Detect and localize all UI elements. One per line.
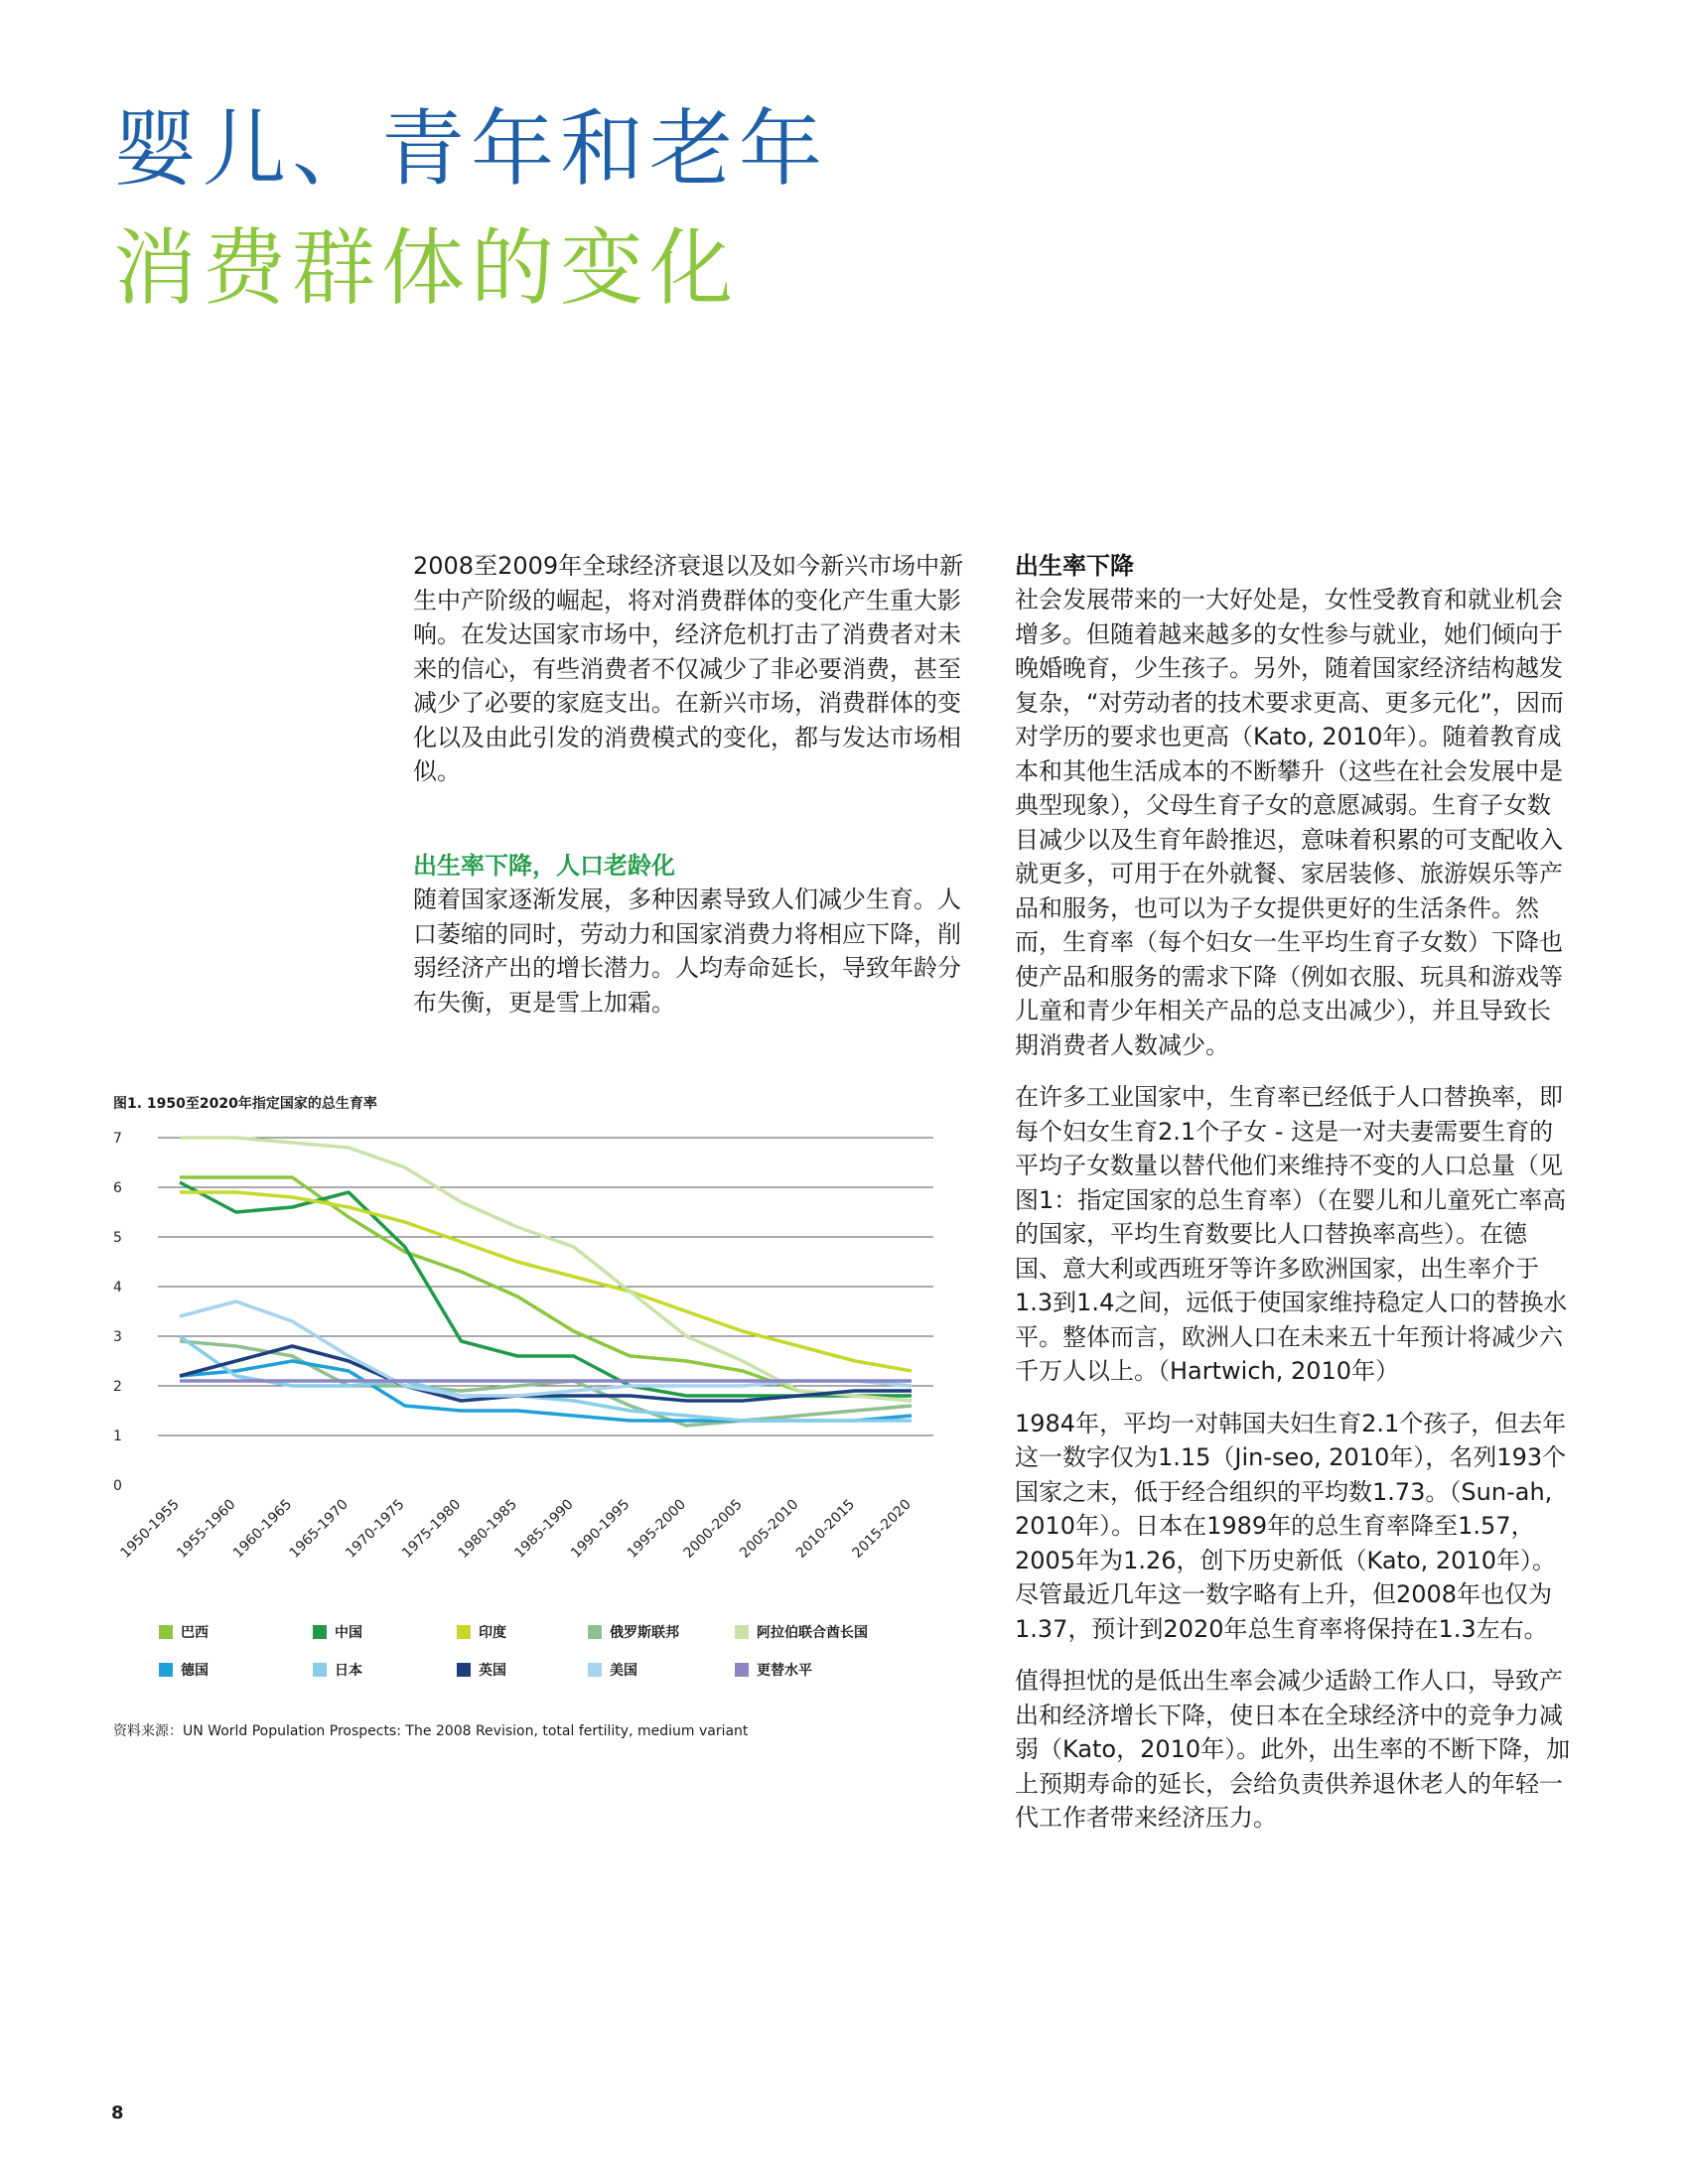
section-aging [413,849,981,1020]
intro-column [413,549,981,807]
legend-swatch [588,1625,602,1639]
legend-item [313,1660,362,1680]
x-tick-label: 1975-1980 [399,1496,465,1562]
x-tick-label: 1970-1975 [343,1496,408,1562]
legend-swatch [313,1663,327,1677]
legend-swatch [159,1625,173,1639]
y-tick-label: 2 [113,1379,122,1395]
figure-title: 图1. 1950至2020年指定国家的总生育率 [113,1096,377,1112]
legend-item [588,1622,679,1642]
legend-label: 美国 [610,1663,637,1679]
y-tick-label: 6 [113,1180,122,1196]
paragraph-4: 值得担忧的是低出生率会减少适龄工作人口，导致产出和经济增长下降，使日本在全球经济中的竞争力减弱（Kato，2010年）。此外，出生率的不断下降，加上预期寿命的延长，会给负责供养退休老人的年轻一代工作者带来经济压力。 [1015,1667,1571,1832]
legend-item [457,1660,506,1680]
legend-swatch [313,1625,327,1639]
x-tick-label: 2000-2005 [680,1496,746,1562]
legend-swatch [735,1625,749,1639]
legend-item [159,1660,209,1680]
paragraph-2: 在许多工业国家中，生育率已经低于人口替换率，即每个妇女生育2.1个子女 - 这是一对夫妻需要生育的平均子女数量以替代他们来维持不变的人口总量（见图1：指定国家的总生育率）（在婴儿和儿童死亡率高的国家，平均生育数要比人口替换率高些）。在德国、意大利或西班牙等许多欧洲国家，出生率介于1.3到1.4之间，远低于使国家维持稳定人口的替换水平。整体而言，欧洲人口在未来五十年预计将减少六千万人以上。（Hartwich, 2010年） [1015,1083,1568,1385]
series-line-1 [180,1182,912,1396]
paragraph-1: 社会发展带来的一大好处是，女性受教育和就业机会增多。但随着越来越多的女性参与就业，她们倾向于晚婚晚育，少生孩子。另外，随着国家经济结构越发复杂，“对劳动者的技术要求更高、更多元化”，因而对学历的要求也更高（Kato, 2010年）。随着教育成本和其他生活成本的不断攀升（这些在社会发展中是典型现象），父母生育子女的意愿减弱。生育子女数目减少以及生育年龄推迟，意味着积累的可支配收入就更多，可用于在外就餐、家居装修、旅游娱乐等产品和服务，也可以为子女提供更好的生活条件。然而，生育率（每个妇女一生平均生育子女数）下降也使产品和服务的需求下降（例如衣服、玩具和游戏等儿童和青少年相关产品的总支出减少），并且导致长期消费者人数减少。 [1015,586,1564,1059]
y-tick-label: 3 [113,1329,122,1345]
legend-swatch [159,1663,173,1677]
y-tick-label: 1 [113,1429,122,1444]
x-tick-label: 1985-1990 [511,1496,577,1562]
legend-swatch [588,1663,602,1677]
legend-label: 日本 [335,1663,362,1679]
legend-item [159,1622,209,1642]
legend-item [313,1622,362,1642]
legend-label: 俄罗斯联邦 [610,1625,679,1641]
legend-item [735,1622,868,1642]
legend-label: 德国 [181,1663,209,1679]
x-tick-label: 2015-2020 [849,1496,914,1562]
y-tick-label: 4 [113,1280,122,1296]
x-tick-label: 1960-1965 [229,1496,296,1562]
page-number: 8 [111,2103,124,2123]
legend-label: 巴西 [181,1625,209,1641]
x-tick-label: 1995-2000 [624,1496,690,1562]
legend-item [457,1622,506,1642]
page-title-line1: 婴儿、青年和老年 [113,100,829,198]
x-tick-label: 2005-2010 [737,1496,802,1562]
y-tick-label: 7 [113,1131,122,1147]
x-tick-label: 1955-1960 [174,1496,239,1562]
legend-swatch [457,1625,471,1639]
y-tick-label: 5 [113,1230,122,1246]
legend-item [588,1660,637,1680]
legend-item [735,1660,812,1680]
page-title-line2: 消费群体的变化 [113,219,740,317]
paragraph-3: 1984年，平均一对韩国夫妇生育2.1个孩子，但去年这一数字仅为1.15（Jin-seo, 2010年），名列193个国家之末，低于经合组织的平均数1.73。（Sun-ah, 2010年）。日本在1989年的总生育率降至1.57，2005年为1.26，创下历史新低（Kato, 2010年）。尽管最近几年这一数字略有上升，但2008年也仅为1.37，预计到2020年总生育率将保持在1.3左右。 [1015,1409,1567,1643]
legend-label: 中国 [335,1625,362,1641]
right-column [1015,549,1571,1853]
legend-swatch [735,1663,749,1677]
section-aging-body: 随着国家逐渐发展，多种因素导致人们减少生育。人口萎缩的同时，劳动力和国家消费力将相应下降，削弱经济产出的增长潜力。人均寿命延长，导致年龄分布失衡，更是雪上加霜。 [413,886,961,1017]
x-tick-label: 1990-1995 [568,1496,633,1562]
legend-label: 更替水平 [757,1663,812,1679]
legend-label: 阿拉伯联合酋长国 [757,1625,868,1641]
section-aging-heading: 出生率下降，人口老龄化 [413,852,675,880]
series-line-0 [180,1177,912,1401]
legend-label: 印度 [479,1625,506,1641]
legend-label: 英国 [479,1663,506,1679]
legend-swatch [457,1663,471,1677]
x-tick-label: 1965-1970 [286,1496,352,1562]
series-line-2 [180,1192,912,1371]
x-tick-label: 1950-1955 [117,1496,183,1562]
x-tick-label: 2010-2015 [792,1496,859,1562]
x-tick-label: 1980-1985 [455,1496,520,1562]
section-birthrate-heading: 出生率下降 [1015,552,1134,580]
series-line-6 [180,1336,912,1421]
intro-paragraph: 2008至2009年全球经济衰退以及如今新兴市场中新生中产阶级的崛起，将对消费群体的变化产生重大影响。在发达国家市场中，经济危机打击了消费者对未来的信心，有些消费者不仅减少了非必要消费，甚至减少了必要的家庭支出。在新兴市场，消费群体的变化以及由此引发的消费模式的变化，都与发达市场相似。 [413,552,964,785]
figure-source: 资料来源：UN World Population Prospects: The 2008 Revision, total fertility, medium variant [113,1723,749,1739]
fertility-line-chart [113,1122,967,1618]
y-tick-label: 0 [113,1478,122,1494]
